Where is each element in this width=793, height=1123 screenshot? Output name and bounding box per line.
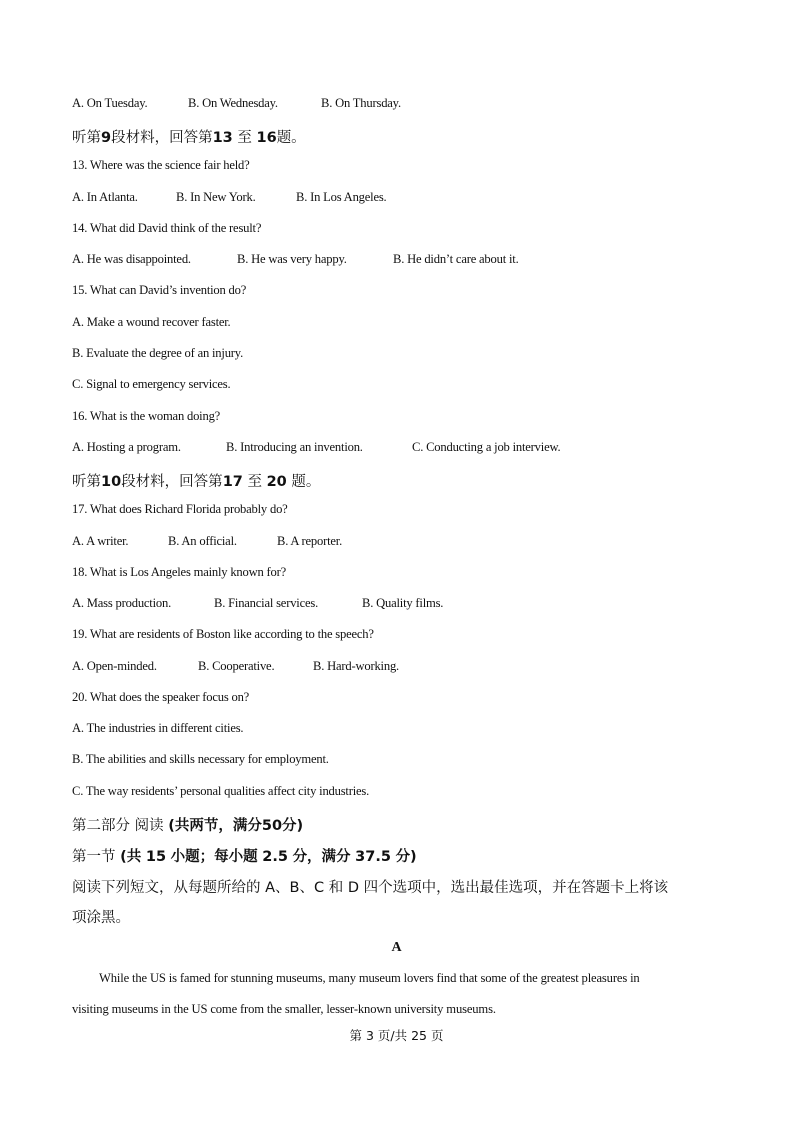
q12-option-a: A. On Tuesday. xyxy=(72,96,148,110)
q16-option-b: B. Introducing an invention. xyxy=(226,440,363,454)
q17-option-a: A. A writer. xyxy=(72,534,129,548)
q16-option-c: C. Conducting a job interview. xyxy=(412,440,561,454)
q15-option-b: B. Evaluate the degree of an injury. xyxy=(72,346,244,360)
q12-options xyxy=(72,96,401,111)
q19-question: 19. What are residents of Boston like according to the speech? xyxy=(72,627,374,641)
q13-option-a: A. In Atlanta. xyxy=(72,190,138,204)
q20-option-a: A. The industries in different cities. xyxy=(72,721,244,735)
instruction-line-2: 项涂黑。 xyxy=(72,910,130,926)
section-10-heading: 听第10段材料，回答第17 至 20 题。 xyxy=(72,474,321,490)
q18-options xyxy=(72,596,443,611)
part-2-heading: 第二部分 阅读 (共两节，满分50分) xyxy=(72,818,304,834)
q15-question: 15. What can David’s invention do? xyxy=(72,283,247,297)
q17-option-c: B. A reporter. xyxy=(277,534,343,548)
q16-options xyxy=(72,440,560,455)
q18-option-a: A. Mass production. xyxy=(72,596,172,610)
q15-option-c: C. Signal to emergency services. xyxy=(72,377,231,391)
q20-question: 20. What does the speaker focus on? xyxy=(72,690,250,704)
section-1-heading: 第一节 (共 15 小题；每小题 2.5 分，满分 37.5 分) xyxy=(72,849,417,865)
q13-options xyxy=(72,190,387,205)
q15-option-a: A. Make a wound recover faster. xyxy=(72,315,231,329)
q12-option-c: B. On Thursday. xyxy=(321,96,401,110)
q14-options xyxy=(72,252,519,267)
passage-heading: A xyxy=(391,940,402,955)
page-footer: 第 3 页/共 25 页 xyxy=(349,1028,444,1043)
section-9-heading: 听第9段材料，回答第13 至 16题。 xyxy=(72,130,306,146)
q14-question: 14. What did David think of the result? xyxy=(72,221,262,235)
q16-option-a: A. Hosting a program. xyxy=(72,440,181,454)
q14-option-c: B. He didn’t care about it. xyxy=(393,252,519,266)
q14-option-a: A. He was disappointed. xyxy=(72,252,191,266)
q13-option-b: B. In New York. xyxy=(176,190,256,204)
q19-option-c: B. Hard-working. xyxy=(313,659,399,673)
q17-question: 17. What does Richard Florida probably do? xyxy=(72,502,288,516)
q18-option-c: B. Quality films. xyxy=(362,596,444,610)
q19-options xyxy=(72,659,399,674)
passage-line-2: visiting museums in the US come from the smaller, lesser-known university museums. xyxy=(72,1002,496,1016)
q14-option-b: B. He was very happy. xyxy=(237,252,347,266)
q12-option-b: B. On Wednesday. xyxy=(188,96,278,110)
q18-question: 18. What is Los Angeles mainly known for? xyxy=(72,565,287,579)
q17-option-b: B. An official. xyxy=(168,534,237,548)
q16-question: 16. What is the woman doing? xyxy=(72,409,221,423)
q13-question: 13. Where was the science fair held? xyxy=(72,158,250,172)
q20-option-b: B. The abilities and skills necessary for employment. xyxy=(72,752,329,766)
q20-option-c: C. The way residents’ personal qualities affect city industries. xyxy=(72,784,370,798)
q17-options xyxy=(72,534,342,549)
q18-option-b: B. Financial services. xyxy=(214,596,319,610)
q19-option-a: A. Open-minded. xyxy=(72,659,157,673)
instruction-line-1: 阅读下列短文，从每题所给的 A、B、C 和 D 四个选项中，选出最佳选项，并在答题卡上将该 xyxy=(72,880,669,896)
passage-line-1: While the US is famed for stunning museums, many museum lovers find that some of the greatest pleasures in xyxy=(99,971,640,985)
q19-option-b: B. Cooperative. xyxy=(198,659,275,673)
q13-option-c: B. In Los Angeles. xyxy=(296,190,387,204)
